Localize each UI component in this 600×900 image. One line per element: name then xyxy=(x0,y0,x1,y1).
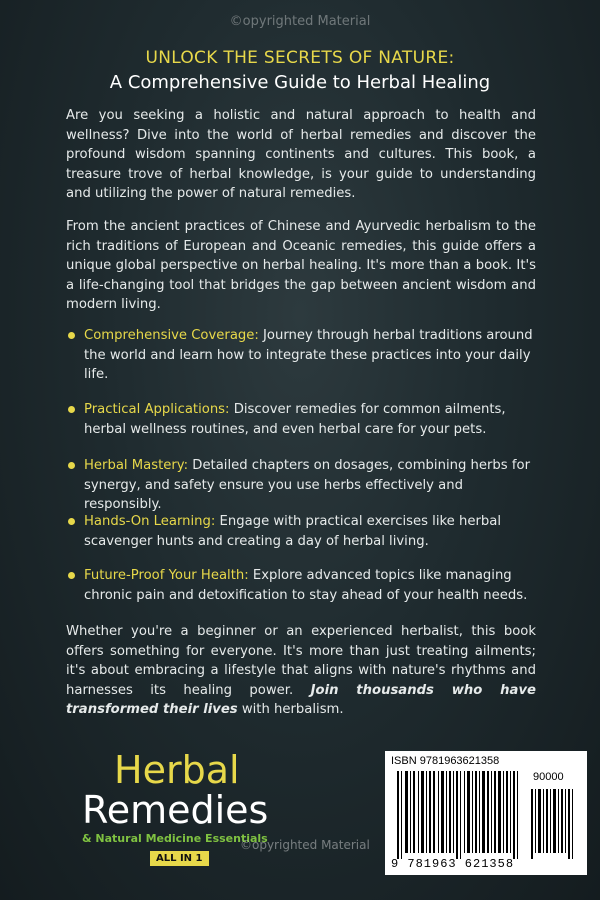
perspective-paragraph: From the ancient practices of Chinese and Ayurvedic herbalism to the rich traditions of European and Oceanic remedies, this guide offers a unique global perspective on herbal healing. It's more than a book. It's a life-changing tool that bridges the gap between ancient wisdom and modern living. xyxy=(66,219,536,312)
price-code: 90000 xyxy=(533,771,564,783)
closing-end: with herbalism. xyxy=(237,702,344,717)
heading xyxy=(0,48,600,93)
closing-text: Whether you're a beginner or an experienced herbalist, this book offers something for everyone. It's more than just treating ailments; it's about embracing a lifestyle that aligns with nature's rhythms and harnesses its healing power. xyxy=(66,624,536,698)
isbn-label: ISBN 9781963621358 xyxy=(391,755,500,767)
bullet-icon xyxy=(68,406,75,413)
feature-title: Comprehensive Coverage: xyxy=(84,328,259,343)
feature-title: Future-Proof Your Health: xyxy=(84,568,249,583)
bullet-icon xyxy=(68,332,75,339)
watermark-top: ©opyrighted Material xyxy=(229,14,371,29)
bullet-icon xyxy=(68,518,75,525)
logo-herbal: Herbal xyxy=(114,748,240,792)
intro-paragraph: Are you seeking a holistic and natural approach to health and wellness? Dive into the world of herbal remedies and discover the profound wisdom spanning continents and cultures. This book, a treasure trove of herbal knowledge, is your guide to understanding and utilizing the power of natural remedies. xyxy=(66,108,536,201)
barcode-box xyxy=(385,751,587,875)
feature-item xyxy=(66,326,536,385)
feature-item xyxy=(66,566,536,605)
heading-line2: A Comprehensive Guide to Herbal Healing xyxy=(109,72,491,93)
feature-item xyxy=(66,456,536,515)
feature-item xyxy=(66,512,536,551)
logo-subtitle: & Natural Medicine Essentials xyxy=(82,832,268,845)
bullet-icon xyxy=(68,462,75,469)
closing-emphasis: Join thousands who have transformed their lives xyxy=(66,682,536,717)
feature-item xyxy=(66,400,536,439)
feature-title: Hands-On Learning: xyxy=(84,514,216,529)
feature-text: Journey through herbal traditions around the world and learn how to integrate these practices into your daily life. xyxy=(84,328,533,382)
bullet-icon xyxy=(68,572,75,579)
feature-title: Herbal Mastery: xyxy=(84,458,189,473)
heading-line1: UNLOCK THE SECRETS OF NATURE: xyxy=(145,48,455,68)
closing-paragraph xyxy=(66,622,536,720)
watermark-bottom: ©opyrighted Material xyxy=(240,838,370,852)
logo-remedies: Remedies xyxy=(82,788,269,832)
feature-text: Detailed chapters on dosages, combining herbs for synergy, and safety ensure you use herbs effectively and responsibly. xyxy=(84,458,530,512)
barcode-digits: 9 781963 621358 xyxy=(391,857,515,871)
feature-text: Engage with practical exercises like herbal scavenger hunts and creating a day of herbal living. xyxy=(84,514,501,549)
feature-title: Practical Applications: xyxy=(84,402,230,417)
all-in-one-badge: ALL IN 1 xyxy=(150,851,209,866)
feature-text: Explore advanced topics like managing chronic pain and detoxification to stay ahead of your health needs. xyxy=(84,568,528,603)
feature-text: Discover remedies for common ailments, herbal wellness routines, and even herbal care for your pets. xyxy=(84,402,506,437)
